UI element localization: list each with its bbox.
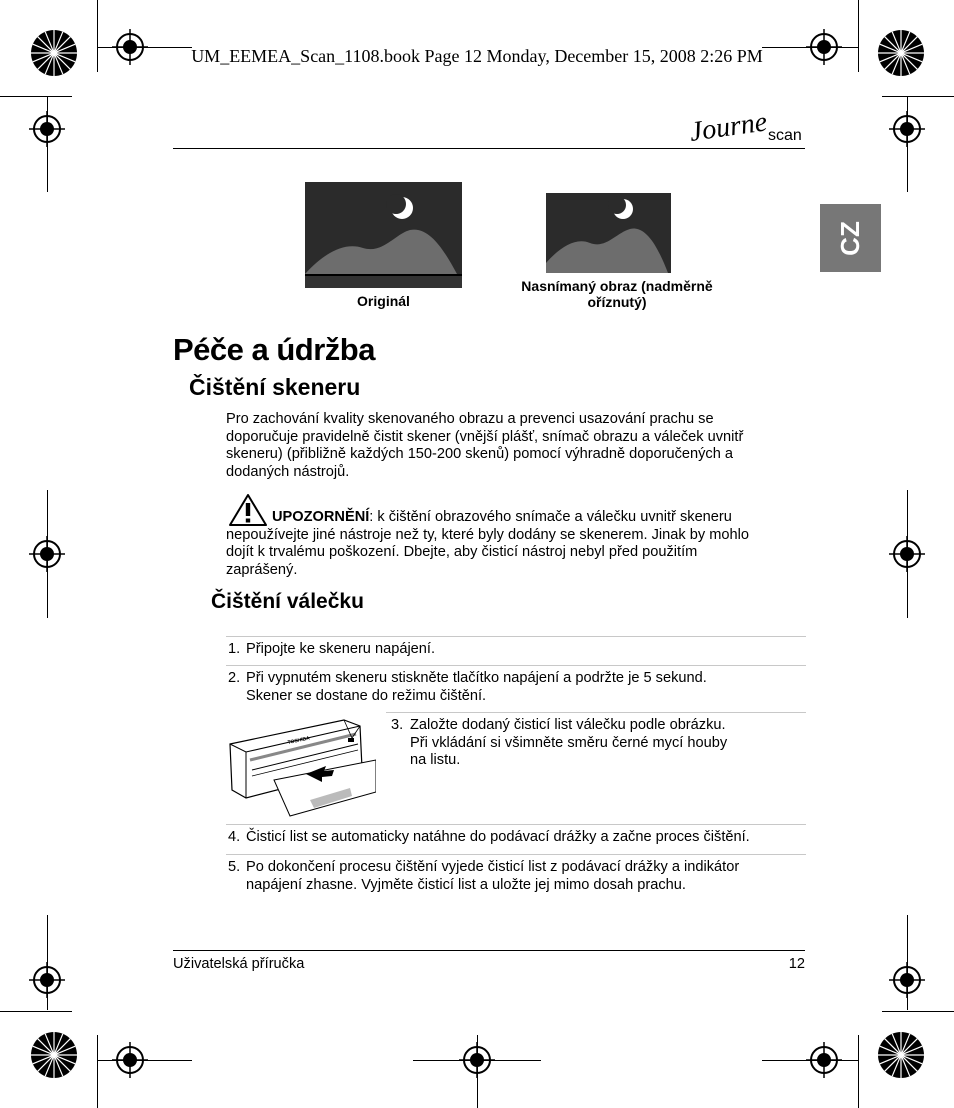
- warning-line: dojít k trvalému poškození. Dbejte, aby čisticí nástroj nebyl před použitím: [226, 544, 698, 561]
- step-line: Skener se dostane do režimu čištění.: [246, 687, 487, 704]
- registration-mark-icon: [889, 111, 925, 147]
- starburst-target-icon: [876, 1030, 926, 1080]
- step-divider: [226, 665, 806, 666]
- page-title: Péče a údržba: [173, 332, 375, 367]
- warning-line: nepoužívejte jiné nástroje než ty, které byly dodány se skenerem. Jinak by mohlo: [226, 526, 749, 543]
- original-caption: Originál: [357, 293, 410, 309]
- registration-mark-icon: [889, 962, 925, 998]
- step-text: [410, 717, 727, 770]
- registration-mark-icon: [29, 536, 65, 572]
- paragraph-line: dodaných nástrojů.: [226, 463, 350, 480]
- step-divider: [226, 824, 806, 825]
- step-divider: [386, 712, 806, 713]
- step-line: napájení zhasne. Vyjměte čisticí list a uložte jej mimo dosah prachu.: [246, 876, 686, 893]
- step-number: 4.: [228, 829, 241, 845]
- scanned-image: [546, 193, 671, 273]
- step-text: [246, 641, 435, 659]
- step-number: 1.: [228, 641, 241, 657]
- warning-line: zaprášený.: [226, 561, 298, 578]
- journe-scan-logo: [686, 106, 810, 152]
- cleaning-paragraph: [226, 411, 806, 481]
- registration-mark-icon: [29, 962, 65, 998]
- step-text: [246, 670, 707, 705]
- warning-line: [226, 509, 806, 527]
- step-line: Čisticí list se automaticky natáhne do podávací drážky a začne proces čištění.: [246, 829, 750, 845]
- registration-mark-icon: [459, 1042, 495, 1078]
- step-text: [246, 859, 739, 894]
- starburst-target-icon: [29, 1030, 79, 1080]
- step-number: 2.: [228, 670, 241, 686]
- scanned-caption-line: Nasnímaný obraz (nadměrně: [521, 278, 713, 294]
- paragraph-line: doporučuje pravidelně čistit skener (vnější plášť, snímač obrazu a váleček uvnitř: [226, 428, 744, 445]
- section-heading-cleaning: Čištění skeneru: [189, 374, 361, 400]
- step-line: Při vkládání si všimněte směru černé mycí houby: [410, 734, 728, 751]
- warning-line1: : k čištění obrazového snímače a válečku uvnitř skeneru: [369, 509, 732, 525]
- paragraph-line: Pro zachování kvality skenovaného obrazu a prevenci usazování prachu se: [226, 411, 714, 427]
- registration-mark-icon: [806, 1042, 842, 1078]
- section-heading-roller: Čištění válečku: [211, 590, 364, 613]
- language-tab: CZ: [820, 204, 881, 272]
- step-divider: [226, 636, 806, 637]
- original-image: [305, 182, 462, 288]
- registration-mark-icon: [29, 111, 65, 147]
- scanner-illustration: [226, 716, 376, 820]
- step-text: [246, 829, 750, 847]
- header-rule: [173, 148, 805, 149]
- step-line: Při vypnutém skeneru stiskněte tlačítko napájení a podržte je 5 sekund.: [246, 670, 707, 686]
- page-number: 12: [788, 956, 805, 972]
- step-line: Po dokončení procesu čištění vyjede čisticí list z podávací drážky a indikátor: [246, 859, 740, 875]
- scanned-caption-line: oříznutý): [587, 294, 647, 310]
- registration-mark-icon: [889, 536, 925, 572]
- logo-script: Journe: [687, 106, 770, 148]
- warning-text: [226, 509, 806, 579]
- footer-title: Uživatelská příručka: [173, 956, 305, 972]
- step-line: Založte dodaný čisticí list válečku podle obrázku.: [410, 717, 726, 733]
- paragraph-line: skeneru) (přibližně každých 150-200 skenů) pomocí výhradně doporučených a: [226, 446, 734, 463]
- step-number: 3.: [391, 717, 404, 733]
- step-number: 5.: [228, 859, 241, 875]
- registration-mark-icon: [112, 1042, 148, 1078]
- step-divider: [226, 854, 806, 855]
- logo-word: scan: [768, 127, 802, 144]
- scanned-caption: [492, 278, 742, 310]
- warning-label: UPOZORNĚNÍ: [272, 509, 370, 525]
- step-line: Připojte ke skeneru napájení.: [246, 641, 436, 657]
- printer-info-line: UM_EEMEA_Scan_1108.book Page 12 Monday, December 15, 2008 2:26 PM: [191, 46, 763, 66]
- footer-rule: [173, 950, 805, 951]
- step-line: na listu.: [410, 752, 461, 769]
- scanner-brand: TOSHIBA: [287, 735, 311, 746]
